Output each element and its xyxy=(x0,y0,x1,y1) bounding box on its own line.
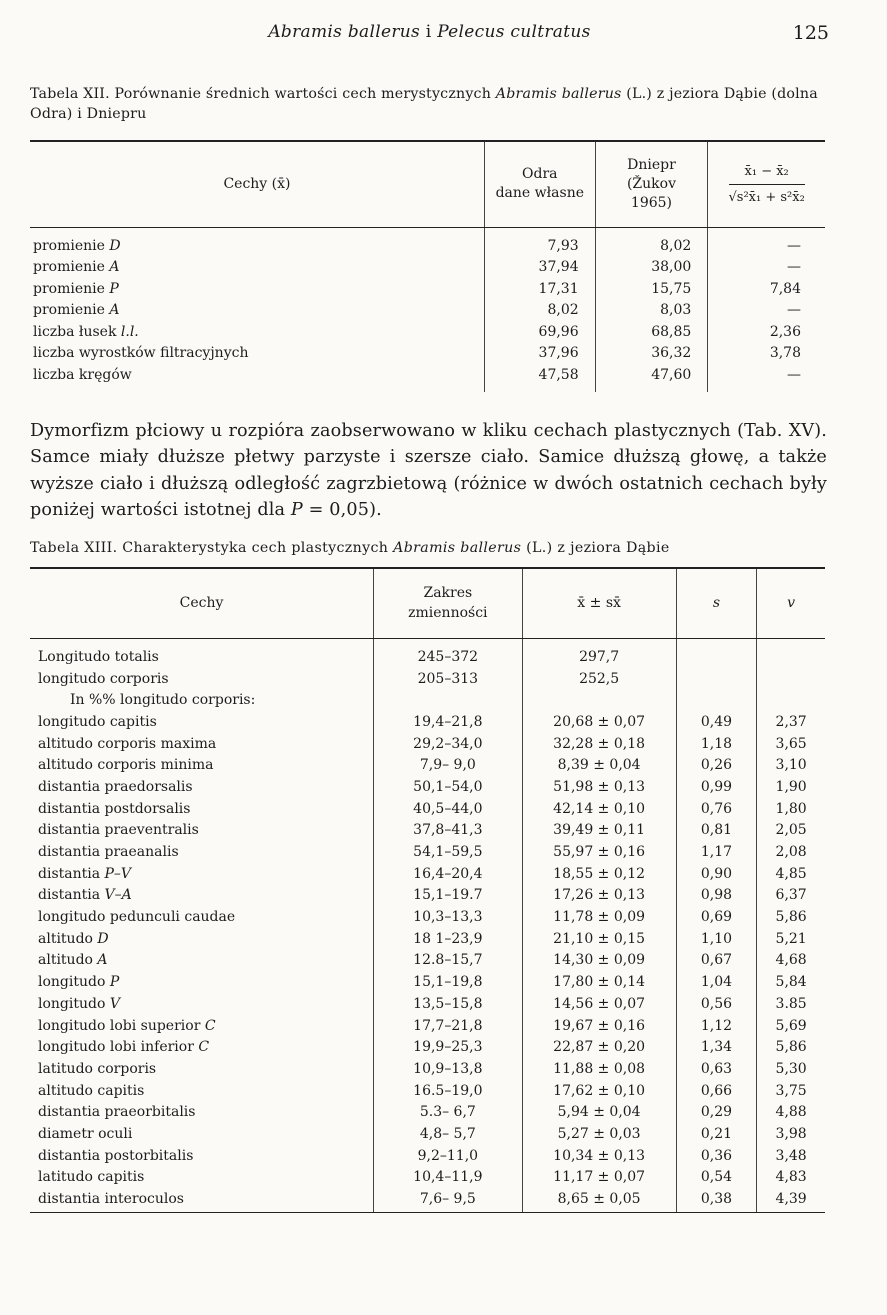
t13-cell-sd: 0,29 xyxy=(676,1102,757,1124)
t12-cell-odra: 37,94 xyxy=(484,257,595,279)
t13-cell-sd xyxy=(676,638,757,668)
t12-cell-dniepr: 68,85 xyxy=(595,322,708,344)
t12-trait-text: promienie xyxy=(33,280,110,297)
t13-cell-trait xyxy=(30,928,374,950)
t12-trait-symbol: P xyxy=(109,280,119,297)
t13-cell-sd: 0,36 xyxy=(676,1145,757,1167)
t13-cell-trait xyxy=(30,777,374,799)
t12-cell-trait xyxy=(30,322,484,344)
t12-trait-text: promienie xyxy=(33,259,110,276)
t13-cell-cv: 3.85 xyxy=(775,995,807,1012)
t13-cell-cv: 1,80 xyxy=(775,800,807,817)
table13-caption: Tabela XIII. Charakterystyka cech plastycznych Abramis ballerus (L.) z jeziora Dąbie xyxy=(30,540,670,556)
t12-cell-trait xyxy=(30,279,484,301)
t13-row xyxy=(30,777,825,799)
t13-cell-sd: 0,26 xyxy=(676,755,757,777)
t13-cell-sd: 0,99 xyxy=(676,777,757,799)
t13-cell-cv: 5,30 xyxy=(775,1060,807,1077)
t13-cell-mean: 252,5 xyxy=(522,668,676,690)
t13-trait-text: longitudo pedunculi caudae xyxy=(38,909,236,926)
t13-cell-sd: 0,67 xyxy=(676,950,757,972)
t13-cell-trait xyxy=(30,668,374,690)
t12-cell-odra: 8,02 xyxy=(484,300,595,322)
t13-cell-range: 15,1–19,8 xyxy=(374,972,522,994)
t13-trait-symbol: V xyxy=(109,995,120,1012)
running-header xyxy=(30,22,829,48)
t13-row xyxy=(30,1167,825,1189)
t13-row xyxy=(30,885,825,907)
t13-cell-mean: 297,7 xyxy=(522,638,676,668)
t13-cell-cv: 1,90 xyxy=(775,778,807,795)
t13-cell-range: 10,4–11,9 xyxy=(374,1167,522,1189)
t13-cell-mean: 55,97 ± 0,16 xyxy=(522,842,676,864)
t13-row xyxy=(30,842,825,864)
t12-cell-diff: — xyxy=(787,237,801,254)
t13-cell-trait xyxy=(30,1167,374,1189)
t13-cell-sd: 1,12 xyxy=(676,1015,757,1037)
t13-cell-range: 5.3– 6,7 xyxy=(374,1102,522,1124)
t13-trait-text: altitudo capitis xyxy=(38,1082,145,1099)
t13-cell-trait xyxy=(30,907,374,929)
t13-cell-trait xyxy=(30,690,374,712)
running-title xyxy=(30,22,829,42)
title-species-1: Abramis ballerus xyxy=(268,22,421,42)
t12-cell-diff: — xyxy=(787,302,801,319)
t13-cell-mean: 51,98 ± 0,13 xyxy=(522,777,676,799)
t13-cell-trait xyxy=(30,712,374,734)
t13-trait-symbol: C xyxy=(198,1039,210,1056)
t13-cell-mean: 5,27 ± 0,03 xyxy=(522,1124,676,1146)
t12-row xyxy=(30,365,825,393)
t13-trait-symbol: D xyxy=(97,930,109,947)
t12-row xyxy=(30,343,825,365)
t13-cell-cv: 5,86 xyxy=(775,909,807,926)
t12-header-difference xyxy=(708,141,825,227)
t13-cell-cv: 4,88 xyxy=(775,1104,807,1121)
t12-row xyxy=(30,279,825,301)
t13-cell-cv: 3,48 xyxy=(775,1147,807,1164)
t13-trait-symbol: V–A xyxy=(104,887,132,904)
t13-cell-mean: 21,10 ± 0,15 xyxy=(522,928,676,950)
t12-cell-trait xyxy=(30,257,484,279)
t13-trait-text: distantia xyxy=(38,865,105,882)
t12-cell-dniepr: 38,00 xyxy=(595,257,708,279)
t12-row xyxy=(30,300,825,322)
t13-cell-mean: 5,94 ± 0,04 xyxy=(522,1102,676,1124)
t12-row xyxy=(30,227,825,257)
t12-cell-diff: 2,36 xyxy=(769,323,801,340)
t12-cell-odra: 17,31 xyxy=(484,279,595,301)
t13-cell-sd: 0,21 xyxy=(676,1124,757,1146)
t13-cell-cv: 3,75 xyxy=(775,1082,807,1099)
t13-cell-trait xyxy=(30,972,374,994)
t13-row xyxy=(30,950,825,972)
t13-row xyxy=(30,798,825,820)
t13-cell-cv: 4,39 xyxy=(757,1189,825,1213)
t13-cell-sd: 0,90 xyxy=(676,863,757,885)
t13-row xyxy=(30,690,825,712)
t13-cell-mean: 20,68 ± 0,07 xyxy=(522,712,676,734)
t13-trait-text: altitudo xyxy=(38,930,98,947)
t13-cell-range: 54,1–59,5 xyxy=(374,842,522,864)
t13-row xyxy=(30,863,825,885)
t13-cell-cv xyxy=(757,638,825,668)
t13-cell-cv: 3,10 xyxy=(775,757,807,774)
t13-trait-text: longitudo corporis xyxy=(38,670,169,687)
t13-cell-trait xyxy=(30,1124,374,1146)
t12-cell-trait xyxy=(30,300,484,322)
t13-trait-symbol: C xyxy=(204,1017,216,1034)
t13-row xyxy=(30,1080,825,1102)
t13-cell-trait xyxy=(30,1059,374,1081)
t13-cell-sd xyxy=(676,668,757,690)
t13-cell-mean: 11,17 ± 0,07 xyxy=(522,1167,676,1189)
t13-cell-range: 10,3–13,3 xyxy=(374,907,522,929)
t13-cell-trait xyxy=(30,638,374,668)
t12-row xyxy=(30,322,825,344)
t13-row xyxy=(30,928,825,950)
t13-cell-range: 16.5–19,0 xyxy=(374,1080,522,1102)
title-species-2: Pelecus cultratus xyxy=(437,22,591,42)
t13-cell-range: 7,9– 9,0 xyxy=(374,755,522,777)
t13-trait-text: distantia praedorsalis xyxy=(38,778,193,795)
t12-trait-symbol: A xyxy=(109,259,120,276)
t12-trait-symbol: A xyxy=(109,302,120,319)
t13-cell-trait xyxy=(30,842,374,864)
t13-cell-cv: 6,37 xyxy=(775,887,807,904)
t13-trait-text: distantia praeventralis xyxy=(38,822,199,839)
t13-cell-sd: 0,38 xyxy=(676,1189,757,1213)
t12-trait-text: liczba kręgów xyxy=(33,366,132,383)
t13-row xyxy=(30,994,825,1016)
t13-cell-mean: 39,49 ± 0,11 xyxy=(522,820,676,842)
t13-cell-sd: 1,17 xyxy=(676,842,757,864)
t13-cell-mean: 10,34 ± 0,13 xyxy=(522,1145,676,1167)
t13-row xyxy=(30,668,825,690)
t12-row xyxy=(30,257,825,279)
t13-cell-trait xyxy=(30,950,374,972)
t13-trait-text: In %% longitudo corporis: xyxy=(70,692,256,709)
t12-cell-odra: 69,96 xyxy=(484,322,595,344)
t13-cell-range: 17,7–21,8 xyxy=(374,1015,522,1037)
table-xiii xyxy=(30,567,825,1213)
t13-row xyxy=(30,1059,825,1081)
t13-row xyxy=(30,638,825,668)
t12-trait-text: promienie xyxy=(33,237,110,254)
t13-cell-range: 29,2–34,0 xyxy=(374,733,522,755)
t13-cell-mean: 11,88 ± 0,08 xyxy=(522,1059,676,1081)
t13-cell-sd: 0,81 xyxy=(676,820,757,842)
t13-cell-cv xyxy=(757,668,825,690)
t13-cell-trait xyxy=(30,733,374,755)
t13-cell-range: 9,2–11,0 xyxy=(374,1145,522,1167)
t12-cell-dniepr: 36,32 xyxy=(595,343,708,365)
t13-cell-range: 7,6– 9,5 xyxy=(374,1189,522,1213)
t13-row xyxy=(30,755,825,777)
t13-cell-range: 245–372 xyxy=(374,638,522,668)
t13-cell-sd: 0,66 xyxy=(676,1080,757,1102)
t13-cell-mean: 8,39 ± 0,04 xyxy=(522,755,676,777)
t13-cell-trait xyxy=(30,798,374,820)
t13-cell-range: 50,1–54,0 xyxy=(374,777,522,799)
t12-trait-text: promienie xyxy=(33,302,110,319)
t13-cell-range xyxy=(374,690,522,712)
t13-cell-cv xyxy=(757,690,825,712)
t12-cell-dniepr: 15,75 xyxy=(595,279,708,301)
t13-trait-text: Longitudo totalis xyxy=(38,648,159,665)
t13-cell-trait xyxy=(30,1037,374,1059)
t13-header-cv: v xyxy=(757,568,825,638)
t12-trait-symbol: l.l. xyxy=(120,323,139,340)
t13-cell-range: 205–313 xyxy=(374,668,522,690)
t13-cell-sd: 0,98 xyxy=(676,885,757,907)
t13-cell-sd: 1,04 xyxy=(676,972,757,994)
t13-cell-mean: 8,65 ± 0,05 xyxy=(522,1189,676,1213)
t13-cell-sd: 1,10 xyxy=(676,928,757,950)
t13-trait-text: longitudo xyxy=(38,974,110,991)
t13-cell-cv: 5,84 xyxy=(775,974,807,991)
t13-cell-cv: 2,05 xyxy=(775,822,807,839)
t13-cell-cv: 3,98 xyxy=(775,1125,807,1142)
t-test-fraction: $\frac{\text{x̄₁ − x̄₂}}{\text{√s²x̄₁ + s²x̄₂}}$ xyxy=(728,163,805,205)
t13-trait-text: longitudo lobi inferior xyxy=(38,1039,199,1056)
t12-cell-diff: 7,84 xyxy=(769,280,801,297)
t13-cell-mean: 32,28 ± 0,18 xyxy=(522,733,676,755)
t13-cell-mean: 17,62 ± 0,10 xyxy=(522,1080,676,1102)
t13-body xyxy=(30,638,825,1213)
t12-cell-dniepr: 47,60 xyxy=(595,365,708,393)
t13-row xyxy=(30,1102,825,1124)
title-separator: i xyxy=(420,22,438,42)
t12-trait-text: liczba łusek xyxy=(33,323,121,340)
body-paragraph: Dymorfizm płciowy u rozpióra zaobserwowano w kliku cechach plastycznych (Tab. XV). Samce miały dłuższe płetwy parzyste i szersze ciało. Samice dłuższą głowę, a także wyższe ciało i dłuższą odległość zagrzbietową (różnice w dwóch ostatnich cechach były poniżej wartości istotnej dla P = 0,05). xyxy=(30,421,827,521)
t13-row xyxy=(30,907,825,929)
t13-cell-trait xyxy=(30,1145,374,1167)
t13-trait-text: distantia postdorsalis xyxy=(38,800,191,817)
page-number: 125 xyxy=(792,22,829,44)
t13-cell-cv: 3,65 xyxy=(775,735,807,752)
t13-trait-text: altitudo xyxy=(38,952,98,969)
t13-cell-trait xyxy=(30,1015,374,1037)
t13-trait-symbol: P xyxy=(109,974,120,991)
t13-cell-range: 19,9–25,3 xyxy=(374,1037,522,1059)
t13-row xyxy=(30,820,825,842)
t12-body xyxy=(30,227,825,392)
t13-cell-trait xyxy=(30,863,374,885)
t13-cell-cv: 4,85 xyxy=(775,865,807,882)
t13-header-range: Zakres zmienności xyxy=(374,568,522,638)
table12-caption: Tabela XII. Porównanie średnich wartości cech merystycznych Abramis ballerus (L.) z jeziora Dąbie (dolna Odra) i Dniepru xyxy=(30,86,818,122)
t13-cell-mean: 11,78 ± 0,09 xyxy=(522,907,676,929)
t12-trait-symbol: D xyxy=(109,237,121,254)
t13-trait-text: longitudo capitis xyxy=(38,713,157,730)
t13-cell-mean: 17,26 ± 0,13 xyxy=(522,885,676,907)
t13-cell-sd: 0,56 xyxy=(676,994,757,1016)
t13-trait-text: diametr oculi xyxy=(38,1125,133,1142)
t13-row xyxy=(30,1124,825,1146)
t12-cell-dniepr: 8,03 xyxy=(595,300,708,322)
t13-cell-range: 19,4–21,8 xyxy=(374,712,522,734)
t13-cell-trait xyxy=(30,820,374,842)
t13-cell-range: 12.8–15,7 xyxy=(374,950,522,972)
t13-row xyxy=(30,1037,825,1059)
t13-header-sd: s xyxy=(676,568,757,638)
t13-cell-trait xyxy=(30,1189,374,1213)
t13-cell-range: 16,4–20,4 xyxy=(374,863,522,885)
t13-cell-mean: 14,56 ± 0,07 xyxy=(522,994,676,1016)
t13-cell-range: 37,8–41,3 xyxy=(374,820,522,842)
t13-row xyxy=(30,733,825,755)
t13-cell-cv: 5,21 xyxy=(775,930,807,947)
t13-cell-sd: 0,76 xyxy=(676,798,757,820)
t13-cell-trait xyxy=(30,885,374,907)
t12-cell-diff: 3,78 xyxy=(769,345,801,362)
t13-trait-text: latitudo corporis xyxy=(38,1060,157,1077)
t13-cell-mean: 18,55 ± 0,12 xyxy=(522,863,676,885)
t13-trait-text: distantia postorbitalis xyxy=(38,1147,194,1164)
t13-trait-text: latitudo capitis xyxy=(38,1169,145,1186)
t12-header-traits: Cechy (x̄) xyxy=(30,141,484,227)
t13-cell-cv: 5,69 xyxy=(775,1017,807,1034)
t13-cell-mean: 19,67 ± 0,16 xyxy=(522,1015,676,1037)
t13-cell-mean: 42,14 ± 0,10 xyxy=(522,798,676,820)
t13-cell-trait xyxy=(30,1102,374,1124)
t13-row xyxy=(30,712,825,734)
t12-header-odra: Odra dane własne xyxy=(484,141,595,227)
t13-cell-mean: 17,80 ± 0,14 xyxy=(522,972,676,994)
t13-cell-trait xyxy=(30,1080,374,1102)
t13-cell-mean: 14,30 ± 0,09 xyxy=(522,950,676,972)
t13-trait-text: distantia praeanalis xyxy=(38,844,179,861)
t12-cell-dniepr: 8,02 xyxy=(595,227,708,257)
t13-row xyxy=(30,1145,825,1167)
t13-cell-range: 40,5–44,0 xyxy=(374,798,522,820)
t13-cell-range: 18 1–23,9 xyxy=(374,928,522,950)
t13-trait-symbol: A xyxy=(97,952,108,969)
t13-cell-sd: 0,63 xyxy=(676,1059,757,1081)
t12-cell-odra: 47,58 xyxy=(484,365,595,393)
t12-cell-trait xyxy=(30,227,484,257)
t13-cell-cv: 4,83 xyxy=(775,1169,807,1186)
t13-trait-text: altitudo corporis maxima xyxy=(38,735,217,752)
t13-trait-symbol: P–V xyxy=(104,865,132,882)
t12-cell-trait xyxy=(30,365,484,393)
t12-cell-trait xyxy=(30,343,484,365)
t12-header-dniepr: Dniepr (Žukov 1965) xyxy=(595,141,708,227)
t13-cell-mean: 22,87 ± 0,20 xyxy=(522,1037,676,1059)
t13-cell-range: 10,9–13,8 xyxy=(374,1059,522,1081)
t13-row xyxy=(30,1189,825,1213)
t13-cell-trait xyxy=(30,994,374,1016)
t12-trait-text: liczba wyrostków filtracyjnych xyxy=(33,345,249,362)
t13-trait-text: altitudo corporis minima xyxy=(38,757,214,774)
t13-cell-range: 13,5–15,8 xyxy=(374,994,522,1016)
t13-cell-cv: 2,08 xyxy=(775,844,807,861)
t13-cell-trait xyxy=(30,755,374,777)
t12-cell-diff: — xyxy=(787,366,801,383)
t13-cell-sd: 1,34 xyxy=(676,1037,757,1059)
t13-trait-text: longitudo xyxy=(38,995,110,1012)
t13-header-traits: Cechy xyxy=(30,568,374,638)
t13-cell-cv: 5,86 xyxy=(775,1039,807,1056)
t13-header-mean: x̄ ± sx̄ xyxy=(522,568,676,638)
t13-cell-sd: 1,18 xyxy=(676,733,757,755)
t13-cell-range: 15,1–19.7 xyxy=(374,885,522,907)
t13-cell-sd: 0,54 xyxy=(676,1167,757,1189)
t13-cell-cv: 2,37 xyxy=(775,713,807,730)
t13-cell-sd: 0,49 xyxy=(676,712,757,734)
t13-cell-mean xyxy=(522,690,676,712)
t13-trait-text: distantia xyxy=(38,887,105,904)
t13-cell-range: 4,8– 5,7 xyxy=(374,1124,522,1146)
t13-row xyxy=(30,1015,825,1037)
t13-cell-sd: 0,69 xyxy=(676,907,757,929)
t12-cell-odra: 7,93 xyxy=(484,227,595,257)
table-xii xyxy=(30,140,825,392)
t13-trait-text: distantia praeorbitalis xyxy=(38,1104,196,1121)
t13-cell-sd xyxy=(676,690,757,712)
t13-row xyxy=(30,972,825,994)
t12-cell-diff: — xyxy=(787,259,801,276)
t13-trait-text: distantia interoculos xyxy=(38,1191,184,1208)
t13-trait-text: longitudo lobi superior xyxy=(38,1017,205,1034)
t13-cell-cv: 4,68 xyxy=(775,952,807,969)
t12-cell-odra: 37,96 xyxy=(484,343,595,365)
